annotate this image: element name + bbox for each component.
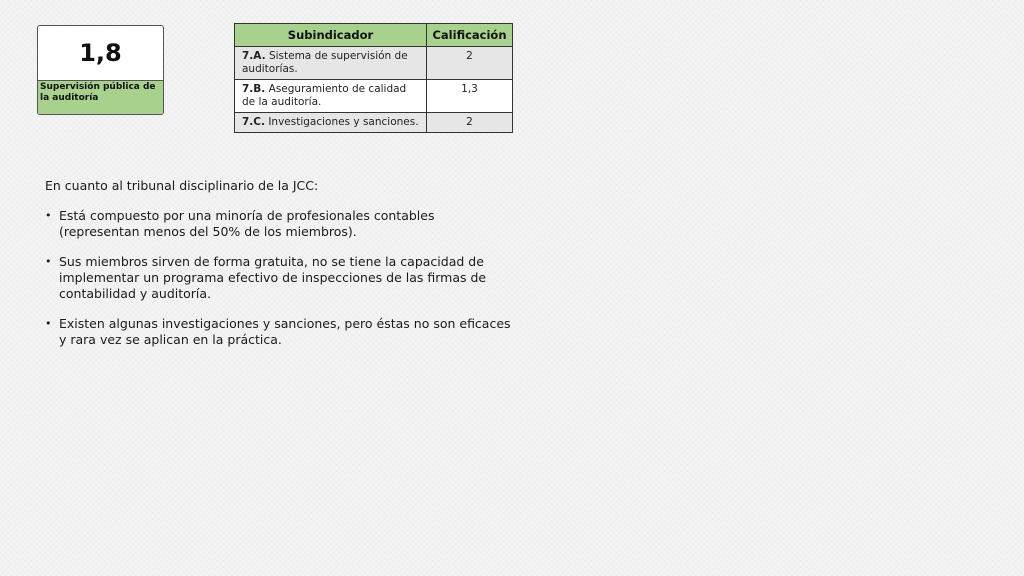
bullet-text: Sus miembros sirven de forma gratuita, no se tiene la capacidad de implementar un programa efectivo de inspecciones de las firmas de contabilidad y auditoría.: [59, 254, 487, 301]
bullet-item: [45, 208, 515, 240]
bullet-text: Está compuesto por una minoría de profesionales contables (representan menos del 50% de los miembros).: [59, 208, 435, 239]
header-calificacion: Calificación: [427, 24, 513, 47]
table-header-row: [235, 24, 513, 47]
subindicator-code: 7.B.: [242, 83, 266, 95]
subindicator-text: Aseguramiento de calidad de la auditoría.: [242, 83, 407, 108]
grade-cell: 2: [427, 113, 513, 133]
subindicator-cell: [235, 47, 427, 80]
bullet-icon: •: [45, 317, 52, 330]
bullet-item: [45, 316, 515, 348]
score-value: 1,8: [79, 39, 122, 67]
bullet-icon: •: [45, 255, 52, 268]
subindicator-text: Sistema de supervisión de auditorías.: [242, 50, 408, 75]
score-label: Supervisión pública de la auditoría: [38, 80, 163, 114]
bullet-icon: •: [45, 209, 52, 222]
bullet-item: [45, 254, 515, 302]
table-row: [235, 80, 513, 113]
body-content: [45, 178, 515, 362]
subindicator-code: 7.C.: [242, 116, 265, 128]
grade-cell: 1,3: [427, 80, 513, 113]
header-subindicador: Subindicador: [235, 24, 427, 47]
intro-text: En cuanto al tribunal disciplinario de la JCC:: [45, 178, 319, 193]
subindicator-cell: [235, 80, 427, 113]
table-row: [235, 47, 513, 80]
score-card: [37, 25, 164, 115]
subindicator-text: Investigaciones y sanciones.: [265, 116, 419, 128]
subindicator-code: 7.A.: [242, 50, 266, 62]
bullet-list: [45, 208, 515, 348]
grade-cell: 2: [427, 47, 513, 80]
bullet-text: Existen algunas investigaciones y sanciones, pero éstas no son eficaces y rara vez se aplican en la práctica.: [59, 316, 511, 347]
subindicator-table: [234, 23, 513, 133]
table-row: [235, 113, 513, 133]
subindicator-cell: [235, 113, 427, 133]
